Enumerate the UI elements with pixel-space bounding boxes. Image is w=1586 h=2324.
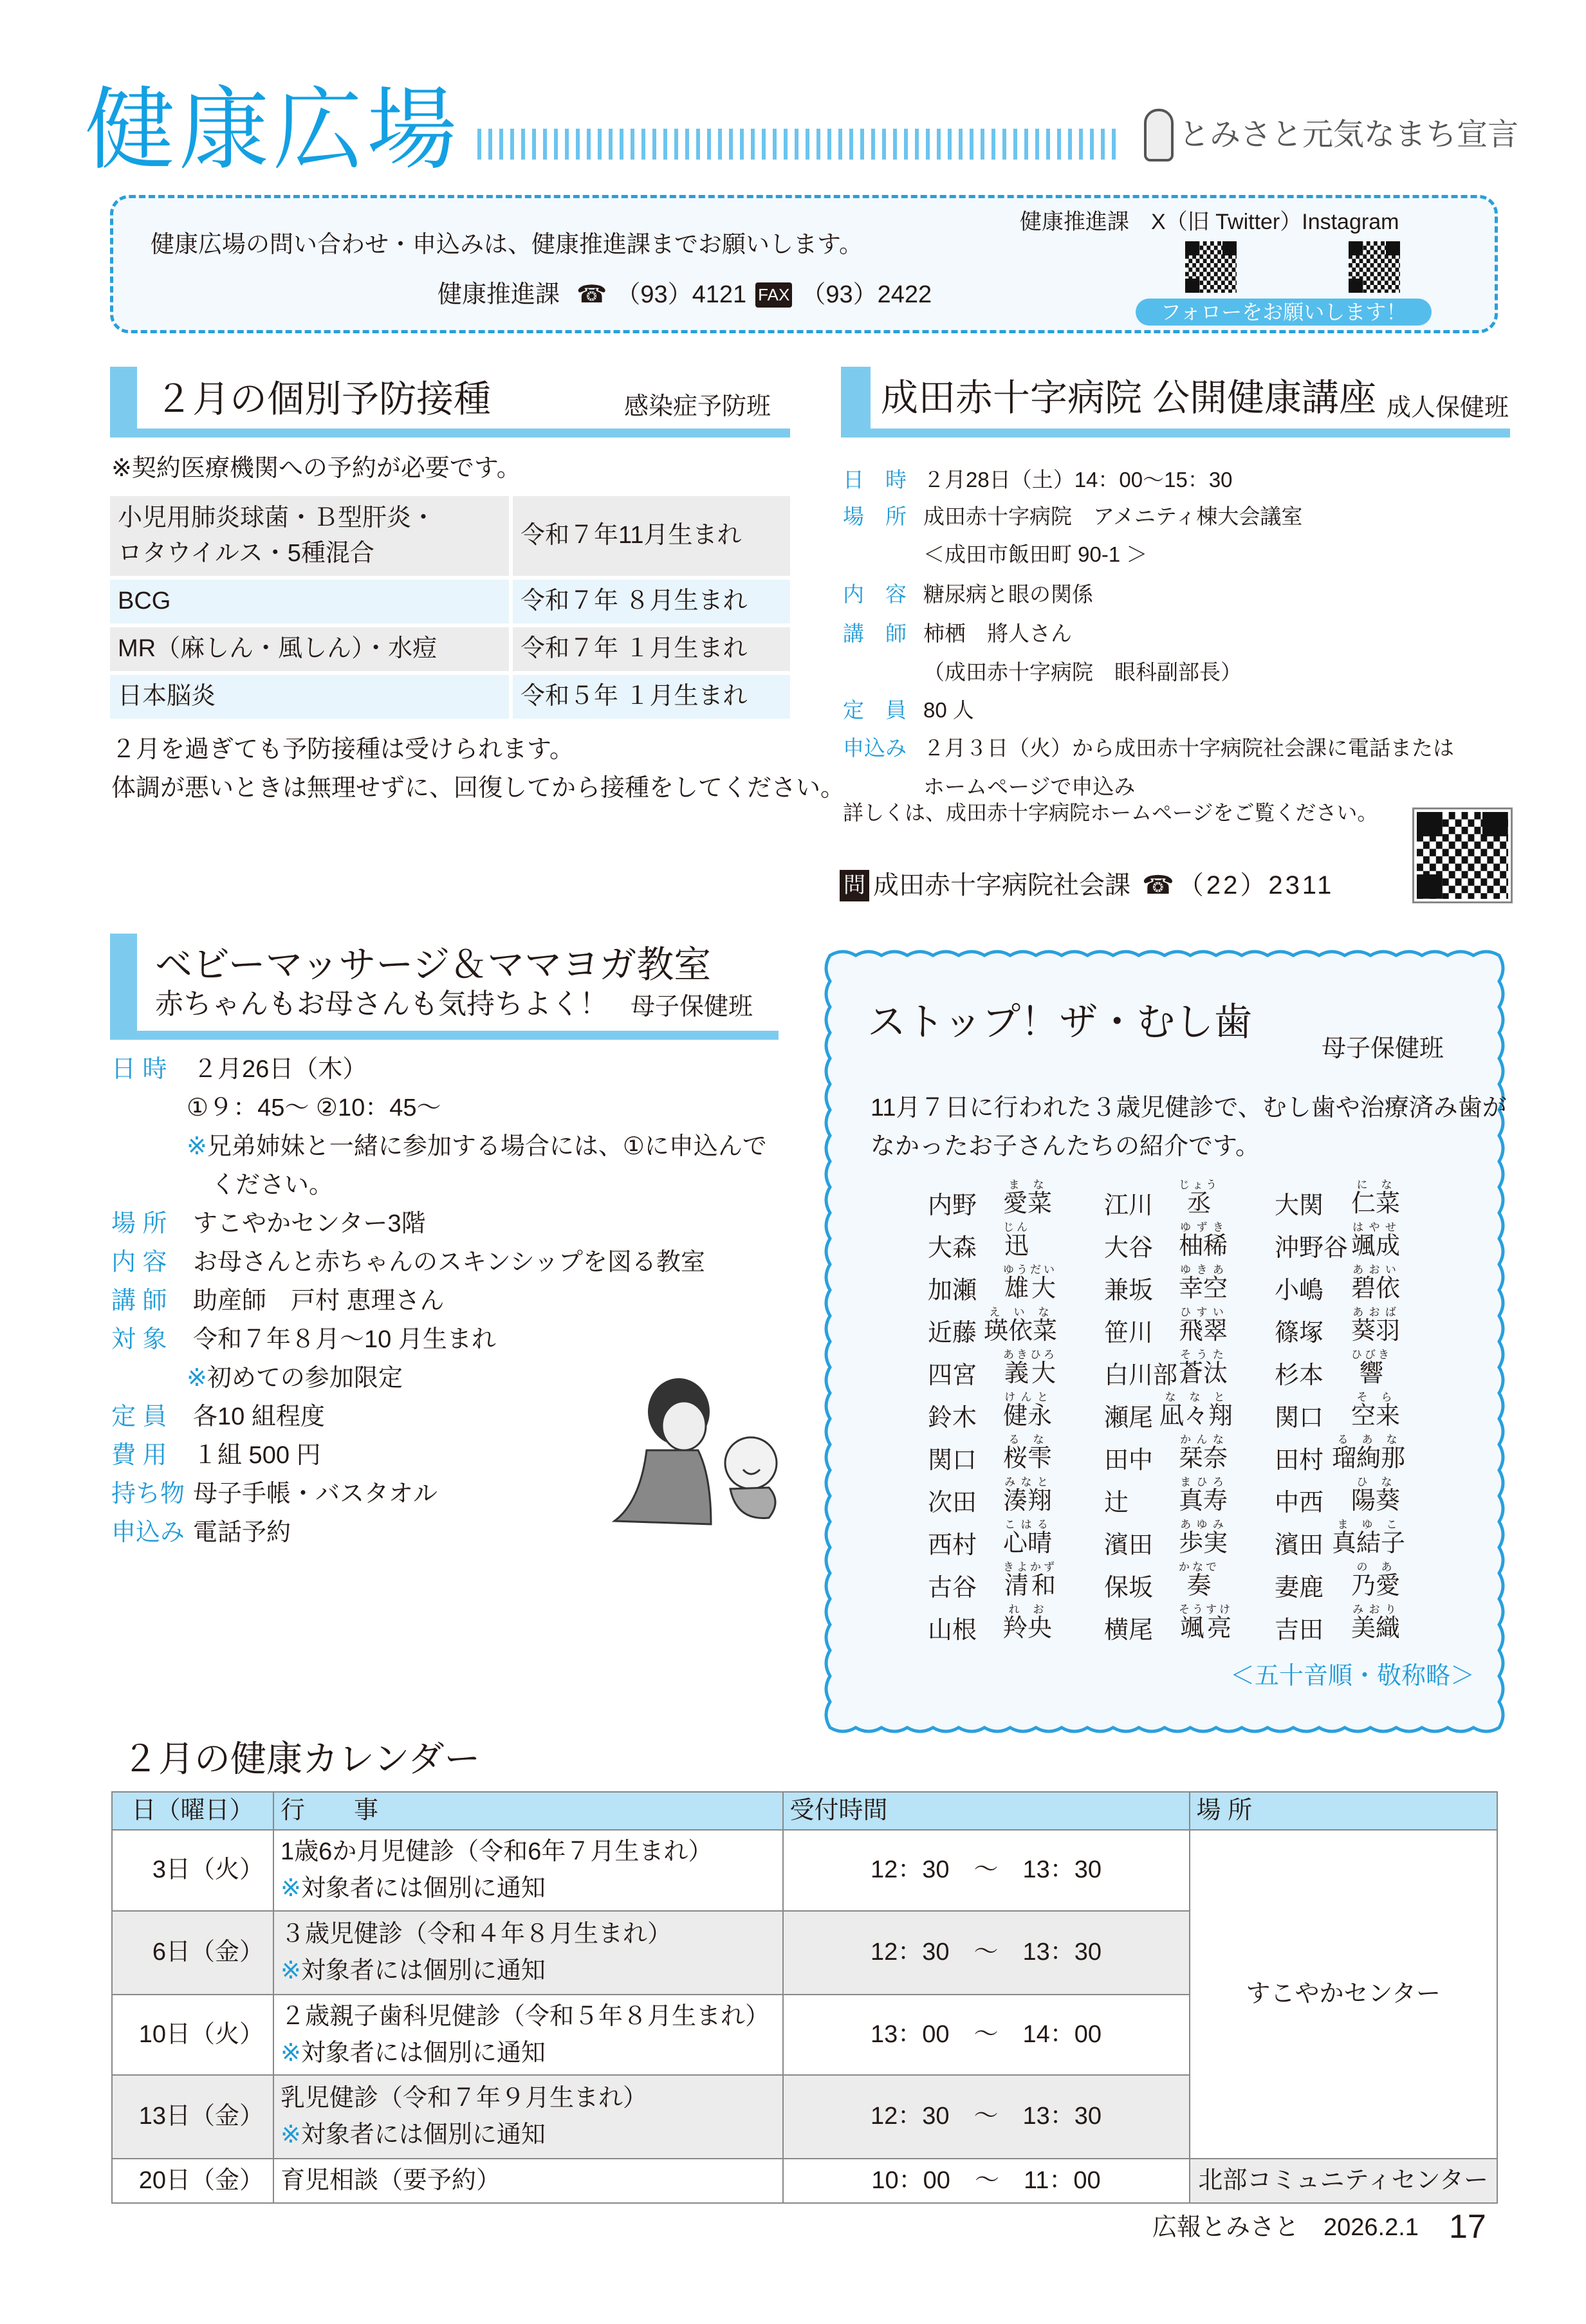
mother-baby-illustration <box>602 1373 807 1534</box>
child-given-name <box>1003 1518 1052 1559</box>
furigana: あおば <box>1351 1306 1400 1318</box>
baby-title: ベビーマッサージ＆ママヨガ教室 <box>155 944 712 986</box>
health-calendar-table <box>111 1791 1498 2204</box>
vaccination-footer-1: ２月を過ぎても予防接種は受けられます。 <box>111 736 574 763</box>
baby-label: 持ち物 <box>111 1480 185 1508</box>
lecture-inquiry <box>840 870 1334 901</box>
calendar-title: ２月の健康カレンダー <box>122 1738 481 1779</box>
child-surname: 杉本 <box>1275 1362 1324 1389</box>
given-name: 颯亮 <box>1179 1615 1233 1642</box>
child-given-name <box>1351 1561 1400 1601</box>
vaccine-target: 令和７年11月生まれ <box>513 496 790 576</box>
baby-value: お母さんと赤ちゃんのスキンシップを図る教室 <box>193 1249 705 1276</box>
lecture-value: （成田赤十字病院 眼科副部長） <box>923 660 1242 684</box>
given-name: 瑛依菜 <box>984 1318 1058 1345</box>
given-name: 真結子 <box>1332 1530 1406 1557</box>
calendar-date: 3日（火） <box>112 1830 273 1911</box>
calendar-place: 北部コミュニティセンター <box>1190 2159 1497 2203</box>
furigana: にな <box>1351 1179 1401 1191</box>
baby-subtitle: 赤ちゃんもお母さんも気持ちよく！ <box>155 988 608 1020</box>
child-given-name <box>1179 1518 1228 1559</box>
vaccine-name <box>110 580 509 623</box>
calendar-time: 12：30 ～ 13：30 <box>783 1830 1190 1911</box>
department: 健康推進課 <box>438 281 560 308</box>
calendar-event <box>273 2159 783 2203</box>
calendar-row <box>112 1830 1497 1911</box>
child-given-name <box>1179 1561 1219 1601</box>
child-surname: 沖野谷 <box>1275 1235 1349 1262</box>
furigana: はやせ <box>1351 1221 1400 1233</box>
given-name: 湊翔 <box>1003 1488 1053 1515</box>
event-name: 育児相談（要予約） <box>281 2167 501 2194</box>
child-surname: 濱田 <box>1275 1532 1324 1559</box>
given-name: 栞奈 <box>1179 1445 1228 1472</box>
furigana: けんと <box>1003 1391 1052 1403</box>
furigana: みおり <box>1351 1603 1400 1616</box>
child-surname: 大森 <box>928 1235 977 1262</box>
lecture-label: 申込み <box>843 736 907 760</box>
vaccine-name <box>110 675 509 719</box>
note-mark: ※ <box>281 1875 301 1902</box>
calendar-date: 20日（金） <box>112 2159 273 2203</box>
furigana: あゆみ <box>1179 1518 1228 1531</box>
child-surname: 大谷 <box>1104 1235 1154 1262</box>
baby-team: 母子保健班 <box>630 993 753 1020</box>
mushiba-intro-2: なかったお子さんたちの紹介です。 <box>871 1133 1260 1160</box>
child-surname: 鈴木 <box>928 1405 977 1432</box>
furigana: こはる <box>1003 1518 1052 1531</box>
given-name: 空来 <box>1351 1403 1401 1430</box>
event-note <box>281 1953 776 1989</box>
event-name: ２歳親子歯科児健診（令和５年８月生まれ） <box>281 2002 770 2030</box>
child-given-name <box>1351 1603 1400 1644</box>
child-surname: 江川 <box>1104 1192 1154 1219</box>
given-name: 颯成 <box>1351 1233 1401 1260</box>
vaccine-name-line: 小児用肺炎球菌・Ｂ型肝炎・ <box>118 504 436 531</box>
child-surname: 濱田 <box>1104 1532 1154 1559</box>
given-name: 陽葵 <box>1351 1488 1401 1515</box>
lecture-value: 糖尿病と眼の関係 <box>923 582 1093 606</box>
furigana: じん <box>1003 1221 1030 1233</box>
child-surname: 小嶋 <box>1275 1277 1324 1304</box>
child-surname: 関口 <box>928 1447 977 1474</box>
child-surname: 古谷 <box>928 1574 977 1601</box>
given-name: 真寿 <box>1179 1488 1228 1515</box>
inquiry-icon: 問 <box>840 870 869 901</box>
lecture-header <box>841 367 1510 438</box>
lecture-label: 日 時 <box>843 468 907 492</box>
baby-value: 母子手帳・バスタオル <box>193 1480 438 1508</box>
lecture-value: 80 人 <box>923 698 974 722</box>
child-given-name <box>1003 1603 1052 1644</box>
note-text: 対象者には個別に通知 <box>300 2121 546 2148</box>
calendar-time: 13：00 ～ 14：00 <box>783 1995 1190 2075</box>
child-surname: 辻 <box>1104 1489 1129 1517</box>
child-given-name <box>1179 1349 1228 1389</box>
child-given-name <box>1179 1476 1228 1517</box>
child-surname: 兼坂 <box>1104 1277 1154 1304</box>
event-note <box>281 1870 776 1907</box>
baby-value: 各10 組程度 <box>193 1403 325 1430</box>
contact-message: 健康広場の問い合わせ・申込みは、健康推進課までお願いします。 <box>151 231 863 257</box>
lecture-more-info: 詳しくは、成田赤十字病院ホームページをご覧ください。 <box>843 801 1378 824</box>
child-given-name <box>1351 1476 1400 1517</box>
child-surname: 関口 <box>1275 1405 1324 1432</box>
furigana: みなと <box>1003 1476 1052 1488</box>
calendar-time: 10：00 ～ 11：00 <box>783 2159 1190 2203</box>
given-name: 奏 <box>1179 1572 1219 1600</box>
furigana: るな <box>1003 1434 1053 1446</box>
given-name: 乃愛 <box>1351 1572 1401 1600</box>
child-given-name <box>1179 1264 1228 1304</box>
event-note <box>281 2117 776 2153</box>
vaccine-row <box>110 496 790 576</box>
contact-phone-line <box>438 281 932 310</box>
calendar-event <box>273 1830 783 1911</box>
vaccination-header <box>110 367 790 438</box>
child-surname: 近藤 <box>928 1320 977 1347</box>
child-surname: 内野 <box>928 1192 977 1219</box>
baby-value: 助産師 戸村 恵理さん <box>193 1287 445 1314</box>
baby-value: １組 500 円 <box>193 1442 321 1469</box>
baby-label: 場 所 <box>111 1210 167 1237</box>
given-name: 迅 <box>1003 1233 1030 1260</box>
mushiba-intro-1: 11月７日に行われた３歳児健診で、むし歯や治療済み歯が <box>871 1094 1507 1121</box>
child-surname: 大関 <box>1275 1192 1324 1219</box>
furigana: そら <box>1351 1391 1401 1403</box>
child-given-name <box>1159 1391 1233 1432</box>
furigana: るあな <box>1332 1434 1406 1446</box>
calendar-event <box>273 1911 783 1995</box>
furigana: かんな <box>1179 1434 1228 1446</box>
note-text: 対象者には個別に通知 <box>300 2039 546 2067</box>
vaccine-target: 令和５年 １月生まれ <box>513 675 790 719</box>
calendar-date: 10日（火） <box>112 1995 273 2075</box>
inquiry-tel: （22）2311 <box>1177 871 1334 900</box>
sns-label: 健康推進課 X（旧 Twitter）Instagram <box>1020 210 1399 234</box>
lecture-value: ２月３日（火）から成田赤十字病院社会課に電話または <box>923 736 1454 760</box>
furigana: じょう <box>1179 1179 1219 1191</box>
child-given-name <box>1003 1221 1030 1262</box>
lecture-team: 成人保健班 <box>1386 394 1509 421</box>
child-given-name <box>1003 1476 1052 1517</box>
note-mark: ※ <box>187 1133 207 1160</box>
fax-icon: FAX <box>755 282 792 308</box>
child-surname: 田村 <box>1275 1447 1324 1474</box>
page-title: 健康広場 <box>85 79 461 180</box>
furigana: ひびき <box>1351 1349 1392 1361</box>
baby-value: ２月26日（木） <box>193 1056 367 1083</box>
child-surname: 四宮 <box>928 1362 977 1389</box>
baby-label: 講 師 <box>111 1287 167 1314</box>
child-given-name <box>1003 1179 1052 1219</box>
vaccine-name-line: MR（麻しん・風しん）・水痘 <box>118 635 438 663</box>
header-time: 受付時間 <box>783 1792 1190 1830</box>
lecture-label: 内 容 <box>843 582 907 606</box>
child-given-name <box>1351 1306 1400 1347</box>
given-name: 愛菜 <box>1003 1190 1053 1217</box>
vaccine-name-line: ロタウイルス・5種混合 <box>118 540 374 567</box>
child-surname: 横尾 <box>1104 1617 1154 1644</box>
note-mark: ※ <box>281 1957 301 1984</box>
given-name: 心晴 <box>1003 1530 1053 1557</box>
baby-label: 対 象 <box>111 1326 167 1353</box>
note-mark: ※ <box>187 1365 207 1392</box>
tel-number: （93）4121 <box>616 281 747 308</box>
event-name: 1歳6か月児健診（令和6年７月生まれ） <box>281 1838 713 1865</box>
lecture-value: ＜成田市飯田町 90-1 ＞ <box>923 542 1148 566</box>
mascot-icon <box>1144 109 1174 161</box>
given-name: 雄大 <box>1003 1275 1057 1302</box>
header-date: 日（曜日） <box>112 1792 273 1830</box>
phone-icon: ☎ <box>576 281 607 308</box>
child-surname: 田中 <box>1104 1447 1154 1474</box>
fax-number: （93）2422 <box>801 281 932 308</box>
calendar-place: すこやかセンター <box>1190 1830 1497 2159</box>
note-mark: ※ <box>281 2121 301 2148</box>
child-given-name <box>1351 1221 1400 1262</box>
child-given-name <box>1179 1179 1219 1219</box>
lecture-label: 場 所 <box>843 504 907 528</box>
furigana: かなで <box>1179 1561 1219 1573</box>
child-surname: 笹川 <box>1104 1320 1154 1347</box>
given-name: 幸空 <box>1179 1275 1228 1302</box>
vaccination-table <box>110 496 790 723</box>
vaccination-footer-2: 体調が悪いときは無理せずに、回復してから接種をしてください。 <box>111 775 845 802</box>
x-qr-code[interactable] <box>1185 241 1237 293</box>
calendar-event <box>273 2075 783 2159</box>
child-surname: 次田 <box>928 1489 977 1517</box>
given-name: 清和 <box>1003 1572 1057 1600</box>
calendar-time: 12：30 ～ 13：30 <box>783 1911 1190 1995</box>
child-given-name <box>1003 1264 1057 1304</box>
child-given-name <box>984 1306 1057 1347</box>
furigana: ゆうだい <box>1003 1264 1057 1276</box>
furigana: れお <box>1003 1603 1053 1616</box>
lecture-label: 定 員 <box>843 698 907 722</box>
event-name: 乳児健診（令和７年９月生まれ） <box>281 2085 648 2112</box>
event-name: ３歳児健診（令和４年８月生まれ） <box>281 1921 672 1948</box>
given-name: 桜雫 <box>1003 1445 1053 1472</box>
vaccine-name <box>110 627 509 671</box>
given-name: 歩実 <box>1179 1530 1228 1557</box>
child-given-name <box>1351 1179 1400 1219</box>
hospital-qr-code[interactable] <box>1417 812 1508 899</box>
furigana: ひな <box>1351 1476 1401 1488</box>
furigana: まひろ <box>1179 1476 1228 1488</box>
calendar-date: 13日（金） <box>112 2075 273 2159</box>
lecture-label: 講 師 <box>843 622 907 645</box>
given-name: 凪々翔 <box>1159 1403 1233 1430</box>
vaccine-row <box>110 580 790 623</box>
given-name: 丞 <box>1179 1190 1219 1217</box>
vaccination-team: 感染症予防班 <box>623 393 771 420</box>
vaccine-row <box>110 627 790 671</box>
baby-label: 内 容 <box>111 1249 167 1276</box>
child-surname: 篠塚 <box>1275 1320 1324 1347</box>
vaccination-title: ２月の個別予防接種 <box>155 378 492 420</box>
given-name: 瑠絢那 <box>1332 1445 1406 1472</box>
child-surname: 西村 <box>928 1532 977 1559</box>
child-given-name <box>1003 1349 1057 1389</box>
child-surname: 瀬尾 <box>1104 1405 1154 1432</box>
header-place: 場 所 <box>1190 1792 1497 1830</box>
baby-value: ください。 <box>187 1172 334 1199</box>
given-name: 響 <box>1351 1360 1392 1387</box>
child-given-name <box>1179 1434 1228 1474</box>
baby-value: ※初めての参加限定 <box>187 1365 403 1392</box>
vaccination-note: ※契約医療機関への予約が必要です。 <box>111 455 521 482</box>
baby-value: 電話予約 <box>193 1519 291 1546</box>
calendar-event <box>273 1995 783 2075</box>
child-given-name <box>1351 1391 1400 1432</box>
calendar-time: 12：30 ～ 13：30 <box>783 2075 1190 2159</box>
given-name: 葵羽 <box>1351 1318 1401 1345</box>
lecture-value: 成田赤十字病院 アメニティ棟大会議室 <box>923 504 1303 528</box>
child-surname: 妻鹿 <box>1275 1574 1324 1601</box>
child-given-name <box>1179 1603 1233 1644</box>
given-name: 柚稀 <box>1179 1233 1228 1260</box>
lecture-title: 成田赤十字病院 公開健康講座 <box>881 377 1377 419</box>
given-name: 仁菜 <box>1351 1190 1401 1217</box>
inquiry-department: 成田赤十字病院社会課 <box>873 871 1130 900</box>
phone-icon: ☎ <box>1142 871 1174 900</box>
child-surname: 中西 <box>1275 1489 1324 1517</box>
child-given-name <box>1003 1391 1052 1432</box>
decorative-stripes <box>477 129 1116 160</box>
child-surname: 白川部 <box>1104 1362 1178 1389</box>
furigana: ゆずき <box>1179 1221 1228 1233</box>
furigana: ひすい <box>1179 1306 1228 1318</box>
child-surname: 加瀬 <box>928 1277 977 1304</box>
vaccine-target: 令和７年 １月生まれ <box>513 627 790 671</box>
child-given-name <box>1003 1434 1052 1474</box>
furigana: えいな <box>984 1306 1058 1318</box>
note-mark: ※ <box>281 2039 301 2067</box>
note-text: 対象者には個別に通知 <box>300 1875 546 1902</box>
instagram-qr-code[interactable] <box>1349 241 1400 293</box>
vaccine-name <box>110 496 509 576</box>
given-name: 羚央 <box>1003 1615 1053 1642</box>
vaccine-name-line: 日本脳炎 <box>118 683 216 710</box>
slogan-text: とみさと元気なまち宣言 <box>1179 118 1519 152</box>
note-text: 対象者には個別に通知 <box>300 1957 546 1984</box>
mushiba-team: 母子保健班 <box>1322 1035 1444 1062</box>
given-name: 蒼汰 <box>1179 1360 1228 1387</box>
furigana: そうすけ <box>1179 1603 1233 1616</box>
baby-value: すこやかセンター3階 <box>193 1210 426 1237</box>
mushiba-wavy-border <box>824 949 1506 1735</box>
baby-label: 費 用 <box>111 1442 167 1469</box>
baby-label: 日 時 <box>111 1056 167 1083</box>
header-event: 行 事 <box>273 1792 783 1830</box>
lecture-value: 柿栖 將人さん <box>923 622 1072 645</box>
order-note: ＜五十音順・敬称略＞ <box>1230 1663 1475 1690</box>
child-given-name <box>1332 1434 1405 1474</box>
event-note <box>281 2035 776 2072</box>
lecture-value: ホームページで申込み <box>923 775 1136 798</box>
vaccine-target: 令和７年 ８月生まれ <box>513 580 790 623</box>
child-given-name <box>1179 1221 1228 1262</box>
given-name: 健永 <box>1003 1403 1053 1430</box>
child-surname: 吉田 <box>1275 1617 1324 1644</box>
furigana: ゆきあ <box>1179 1264 1228 1276</box>
furigana: まな <box>1003 1179 1053 1191</box>
furigana: まゆこ <box>1332 1518 1406 1531</box>
furigana: あきひろ <box>1003 1349 1057 1361</box>
baby-label: 申込み <box>111 1519 185 1546</box>
lecture-value: ２月28日（土）14：00～15：30 <box>923 468 1233 492</box>
baby-value: ①９：45～ ②10：45～ <box>187 1094 441 1121</box>
calendar-date: 6日（金） <box>112 1911 273 1995</box>
furigana: きよかず <box>1003 1561 1057 1573</box>
child-given-name <box>1351 1264 1400 1304</box>
child-given-name <box>1332 1518 1405 1559</box>
given-name: 義大 <box>1003 1360 1057 1387</box>
furigana: のあ <box>1351 1561 1401 1573</box>
page-number: 17 <box>1449 2208 1486 2246</box>
given-name: 碧依 <box>1351 1275 1401 1302</box>
calendar-row <box>112 2159 1497 2203</box>
vaccine-name-line: BCG <box>118 587 171 615</box>
baby-value: 令和７年８月～10 月生まれ <box>193 1326 496 1353</box>
vaccine-row <box>110 675 790 719</box>
mushiba-title: ストップ！ザ・むし歯 <box>867 1001 1253 1044</box>
child-given-name <box>1351 1349 1392 1389</box>
follow-button[interactable]: フォローをお願いします！ <box>1136 299 1432 326</box>
given-name: 美織 <box>1351 1615 1401 1642</box>
baby-header <box>110 934 779 1040</box>
child-surname: 山根 <box>928 1617 977 1644</box>
child-given-name <box>1003 1561 1057 1601</box>
furigana: あおい <box>1351 1264 1400 1276</box>
child-surname: 保坂 <box>1104 1574 1154 1601</box>
slogan-logo <box>1144 106 1518 164</box>
furigana: ななと <box>1159 1391 1233 1403</box>
given-name: 飛翠 <box>1179 1318 1228 1345</box>
baby-value: ※兄弟姉妹と一緒に参加する場合には、①に申込んで <box>187 1133 767 1160</box>
child-given-name <box>1179 1306 1228 1347</box>
publication-info: 広報とみさと 2026.2.1 <box>1152 2214 1419 2241</box>
baby-label: 定 員 <box>111 1403 167 1430</box>
furigana: そうた <box>1179 1349 1228 1361</box>
